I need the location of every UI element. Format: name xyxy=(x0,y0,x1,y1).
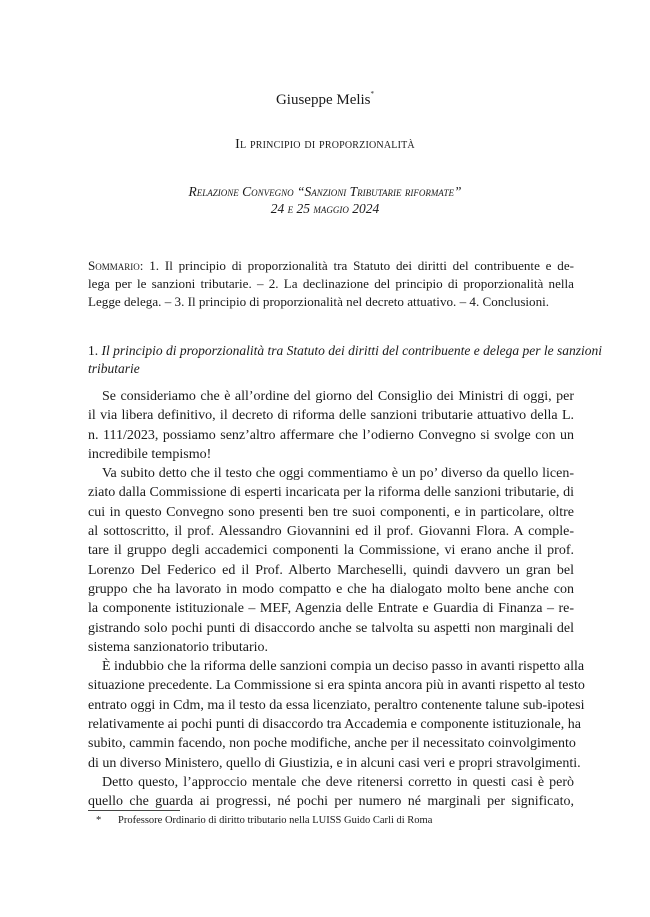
paragraph-line: subito, cammin facendo, non poche modifiche, anche per il necessitato coinvolgimento xyxy=(88,736,576,752)
author-footnote-mark: * xyxy=(370,90,375,98)
body-text xyxy=(88,387,585,812)
paragraph xyxy=(88,387,574,464)
summary-label: Sommario xyxy=(88,258,140,273)
paragraph-line: entrato oggi in Cdm, ma il testo da essa licenziato, peraltro contenente talune sub-ipotesi xyxy=(88,697,585,713)
section-title-text: Il principio di proporzionalità tra Statuto dei diritti del contribuente e delega per le sanzioni xyxy=(101,343,602,358)
paragraph xyxy=(88,657,585,773)
section-number: 1. xyxy=(88,343,99,358)
footnote-separator xyxy=(88,810,180,811)
paragraph-line: cui in questo Convegno sono presenti ben tre suoi componenti, e in particolare, oltre xyxy=(88,504,574,520)
paragraph-line: incredibile tempismo! xyxy=(88,446,212,462)
paragraph-line: Se consideriamo che è all’ordine del giorno del Consiglio dei Ministri di oggi, per xyxy=(102,389,574,404)
paragraph-line: Detto questo, l’approccio mentale che deve ritenersi corretto in questi casi è però xyxy=(102,774,574,790)
paragraph xyxy=(88,773,574,812)
paragraph-line: quello che guarda ai progressi, né pochi per numero né marginali per significato, xyxy=(88,794,574,810)
paragraph-line: relativamente ai pochi punti di disaccordo tra Accademia e componente istituzionale, ha xyxy=(88,717,581,733)
paragraph-line: gruppo che ha lavorato in modo compatto e che ha dialogato molto bene anche con xyxy=(88,581,574,597)
section-heading-line xyxy=(88,360,574,378)
paragraph-line: n. 111/2023, possiamo senz’altro affermare che l’odierno Convegno si svolge con un xyxy=(88,427,574,443)
article-subtitle xyxy=(0,183,650,217)
summary-block xyxy=(88,257,574,311)
paragraph-line: È indubbio che la riforma delle sanzioni compia un deciso passo in avanti rispetto alla xyxy=(102,659,585,675)
paragraph-line: Va subito detto che il testo che oggi commentiamo è un po’ diverso da quello licen- xyxy=(102,466,574,482)
paragraph-line: tare il gruppo degli accademici componenti la Commissione, vi erano anche il prof. xyxy=(88,543,574,559)
paragraph xyxy=(88,464,574,657)
paragraph-line: sistema sanzionatorio tributario. xyxy=(88,639,269,655)
section-title-text: tributarie xyxy=(88,361,140,376)
summary-line: lega per le sanzioni tributarie. – 2. La declinazione del principio di proporzionalità nella xyxy=(88,276,574,291)
subtitle-date: 24 e 25 maggio 2024 xyxy=(270,201,380,216)
paragraph-line: di un diverso Ministero, quello di Giustizia, e in alcuni casi veri e propri stravolgimenti. xyxy=(88,755,581,771)
footnote-text: Professore Ordinario di diritto tributario nella LUISS Guido Carli di Roma xyxy=(118,815,433,826)
summary-line xyxy=(88,257,574,275)
paragraph-line: Lorenzo Del Federico ed il Prof. Alberto Marcheselli, quindi davvero un gran bel xyxy=(88,562,574,578)
author-name xyxy=(0,92,650,109)
paragraph-line: il via libera definitivo, il decreto di riforma delle sanzioni tributarie attuativo della L. xyxy=(88,408,574,424)
section-heading xyxy=(88,342,602,378)
article-title: Il principio di proporzionalità xyxy=(235,137,415,152)
footnote-mark: * xyxy=(96,815,102,826)
author-text: Giuseppe Melis xyxy=(275,92,371,108)
section-heading-line xyxy=(88,342,602,360)
footnote xyxy=(96,815,432,826)
paragraph-line: la componente istituzionale – MEF, Agenzia delle Entrate e Guardia di Finanza – re- xyxy=(88,601,574,617)
summary-line: Legge delega. – 3. Il principio di proporzionalità nel decreto attuativo. – 4. Conclusioni. xyxy=(88,294,550,309)
paragraph-line: situazione precedente. La Commissione si era spinta ancora più in avanti rispetto al testo xyxy=(88,678,585,694)
paragraph-line: al sottoscritto, il prof. Alessandro Giovannini ed il prof. Giovanni Flora. A comple- xyxy=(88,524,574,540)
paragraph-line: gistrando solo pochi punti di disaccordo anche se talvolta su aspetti non marginali del xyxy=(88,620,574,636)
summary-line-text: : 1. Il principio di proporzionalità tra Statuto dei diritti del contribuente e de- xyxy=(139,258,574,273)
subtitle-event: Relazione Convegno “Sanzioni Tributarie riformate” xyxy=(188,184,462,199)
paragraph-line: ziato dalla Commissione di esperti incaricata per la riforma delle sanzioni tributarie, di xyxy=(88,485,574,501)
